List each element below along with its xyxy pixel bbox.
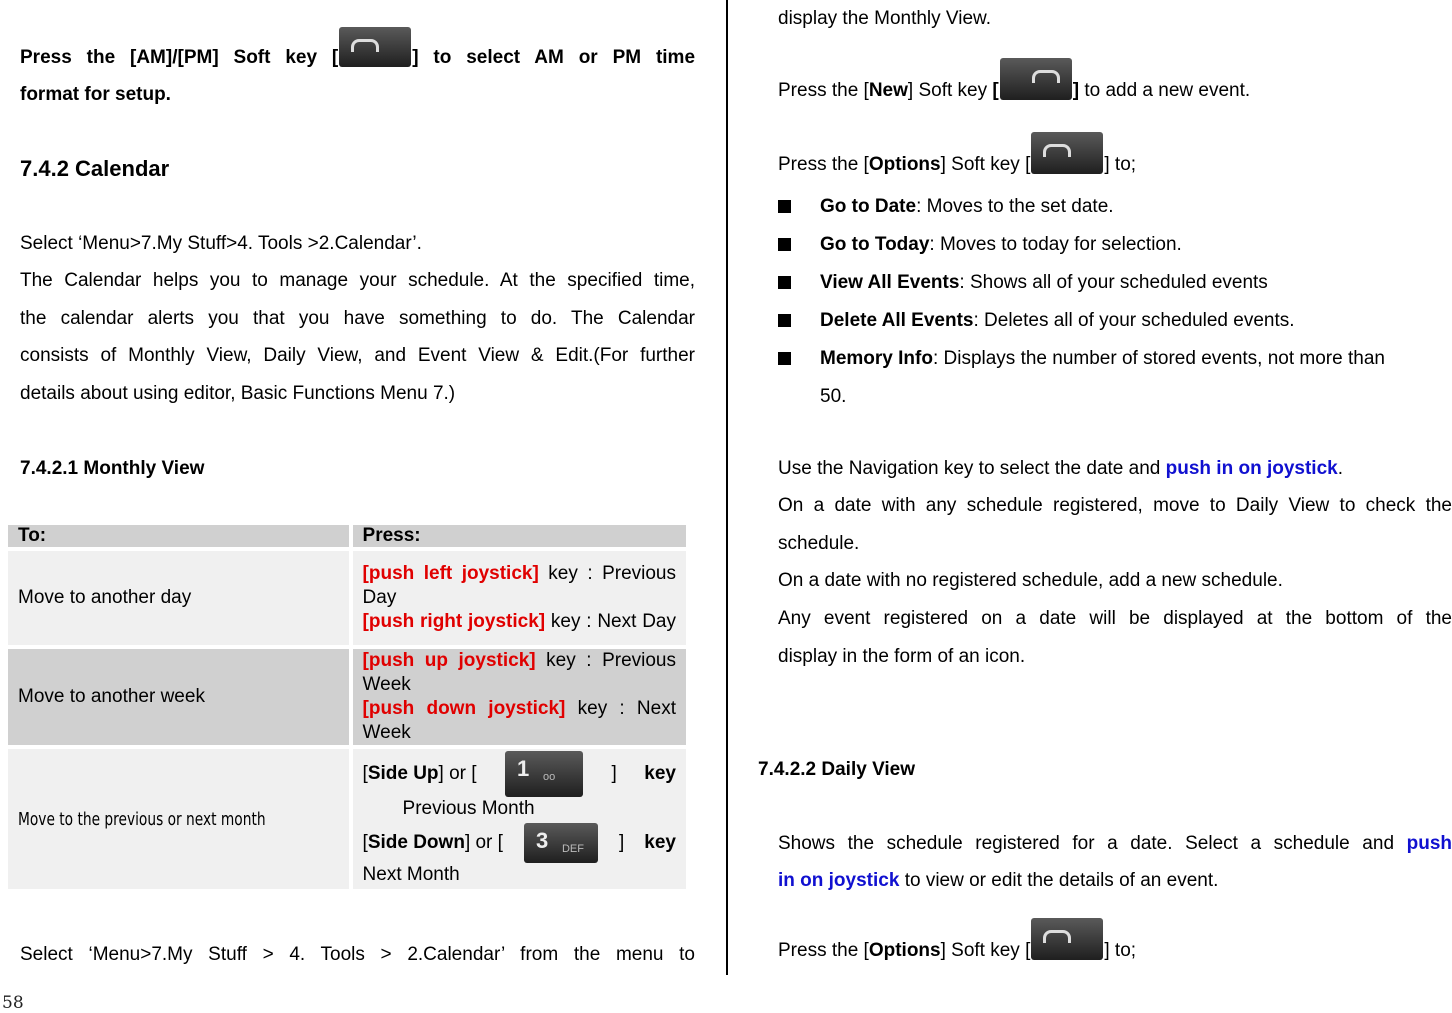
left-soft-key-icon [339, 27, 411, 67]
square-bullet-icon [778, 314, 794, 330]
next-month-text: Next Month [362, 864, 460, 885]
key-1-number: 1 [517, 756, 530, 781]
bracket: ] [611, 763, 617, 784]
text: ] Soft key [907, 80, 993, 101]
heading-calendar: 7.4.2 Calendar [20, 156, 170, 181]
key-3-sub: DEF [561, 843, 584, 855]
list-item [778, 340, 1452, 378]
new-label: New [868, 80, 908, 101]
text: Shows the schedule registered for a date. Select a schedule and [778, 833, 1407, 854]
am-pm-text-a: Press the [AM]/[PM] Soft key [ [20, 47, 339, 68]
text: ] Soft key [ [940, 154, 1031, 175]
bracket: [ [362, 763, 368, 784]
options-list [778, 188, 1452, 416]
option-desc: : Deletes all of your scheduled events. [973, 310, 1295, 331]
key-word: key [644, 832, 676, 853]
next-week-text: key : Next Week [362, 698, 676, 743]
daily-text-1 [778, 825, 1452, 863]
square-bullet-icon [778, 238, 794, 254]
text: Press the [ [778, 80, 869, 101]
option-desc: : Shows all of your scheduled events [959, 272, 1268, 293]
key-word: key [644, 763, 676, 784]
square-bullet-icon [778, 352, 794, 368]
previous-month-text: Previous Month [402, 798, 535, 819]
key-3-icon [524, 823, 598, 863]
previous-day-text: key : Previous Day [362, 563, 677, 608]
heading-monthly-view: 7.4.2.1 Monthly View [20, 458, 205, 479]
schedule-text-1: On a date with any schedule registered, move to Daily View to check the [778, 495, 1452, 516]
heading-daily-view: 7.4.2.2 Daily View [758, 759, 916, 780]
option-desc: : Displays the number of stored events, not more than [932, 348, 1385, 369]
key-push-up: [push up joystick] [362, 650, 536, 671]
text: to add a new event. [1079, 80, 1251, 101]
daily-text-2 [778, 862, 1218, 900]
option-term: Memory Info [820, 348, 933, 369]
option-term: View All Events [820, 272, 960, 293]
bottom-select-path: Select ‘Menu>7.My Stuff > 4. Tools > 2.Calendar’ from the menu to [20, 944, 695, 965]
table-cell-move-week: Move to another week [8, 649, 349, 745]
monthly-view-key-table [4, 521, 690, 893]
page-number: 58 [2, 993, 24, 1013]
new-softkey-instruction [778, 58, 1250, 110]
table-header-to: To: [8, 525, 349, 547]
option-desc: : Moves to the set date. [916, 196, 1114, 217]
am-pm-text-b: ] to select AM or PM time [412, 47, 696, 68]
options-label: Options [868, 154, 941, 175]
calendar-desc-1: The Calendar helps you to manage your schedule. At the specified time, [20, 270, 695, 291]
left-soft-key-icon [1031, 132, 1103, 174]
options-softkey-instruction [778, 132, 1136, 184]
square-bullet-icon [778, 276, 794, 292]
in-on-joystick-text: in on joystick [778, 870, 900, 891]
text: to view or edit the details of an event. [899, 870, 1219, 891]
list-item [778, 226, 1452, 264]
option-term: Go to Today [820, 234, 930, 255]
push-text: push [1406, 833, 1452, 854]
key-3-number: 3 [535, 828, 549, 853]
schedule-text-4: Any event registered on a date will be displayed at the bottom of the [778, 608, 1452, 629]
key-push-right: [push right joystick] [362, 611, 546, 632]
option-term: Go to Date [820, 196, 917, 217]
text: Press the [ [778, 940, 869, 961]
text: ] to; [1104, 154, 1137, 175]
calendar-desc-2: the calendar alerts you that you have something to do. The Calendar [20, 308, 695, 329]
next-day-text: key : Next Day [545, 611, 676, 632]
key-push-left: [push left joystick] [362, 563, 539, 584]
daily-options-instruction [778, 918, 1136, 970]
or-text: ] or [ [464, 832, 503, 853]
am-pm-instruction-cont: format for setup. [20, 84, 171, 105]
table-cell-week-keys [353, 649, 686, 745]
text: . [1337, 458, 1343, 479]
am-pm-instruction [20, 27, 695, 77]
table-cell-move-day: Move to another day [8, 551, 349, 645]
bracket: [ [362, 832, 368, 853]
push-joystick-text: push in on joystick [1165, 458, 1338, 479]
move-month-text: Move to the previous or next month [18, 808, 266, 830]
bracket: ] [618, 832, 625, 853]
table-cell-move-month [8, 749, 349, 889]
key-1-icon [505, 751, 583, 797]
display-monthly-text: display the Monthly View. [778, 8, 991, 29]
calendar-desc-4: details about using editor, Basic Functions Menu 7.) [20, 383, 456, 404]
text: ] Soft key [ [940, 940, 1031, 961]
text: ] to; [1104, 940, 1137, 961]
schedule-text-5: display in the form of an icon. [778, 646, 1026, 667]
option-term: Delete All Events [820, 310, 974, 331]
table-cell-month-keys [353, 749, 686, 889]
schedule-text-2: schedule. [778, 533, 860, 554]
nav-instruction [778, 450, 1343, 488]
right-soft-key-icon [1000, 58, 1072, 100]
memory-info-cont: 50. [820, 386, 847, 407]
select-path: Select ‘Menu>7.My Stuff>4. Tools >2.Calendar’. [20, 233, 422, 254]
bracket: [ [992, 80, 999, 101]
list-item [778, 188, 1452, 226]
table-header-press: Press: [353, 525, 686, 547]
or-text: ] or [ [438, 763, 477, 784]
side-up-label: Side Up [367, 763, 439, 784]
text: Use the Navigation key to select the date and [778, 458, 1166, 479]
key-push-down: [push down joystick] [362, 698, 566, 719]
key-1-sub: oo [543, 771, 556, 783]
options-label: Options [868, 940, 941, 961]
square-bullet-icon [778, 200, 794, 216]
list-item [778, 302, 1452, 340]
side-down-label: Side Down [367, 832, 465, 853]
bracket: ] [1072, 80, 1080, 101]
table-cell-day-keys [353, 551, 686, 645]
left-soft-key-icon [1031, 918, 1103, 960]
calendar-desc-3: consists of Monthly View, Daily View, and Event View & Edit.(For further [20, 345, 695, 366]
list-item [778, 264, 1452, 302]
previous-week-text: key : Previous Week [362, 650, 676, 695]
schedule-text-3: On a date with no registered schedule, add a new schedule. [778, 570, 1283, 591]
column-divider [726, 0, 728, 975]
text: Press the [ [778, 154, 869, 175]
option-desc: : Moves to today for selection. [929, 234, 1182, 255]
